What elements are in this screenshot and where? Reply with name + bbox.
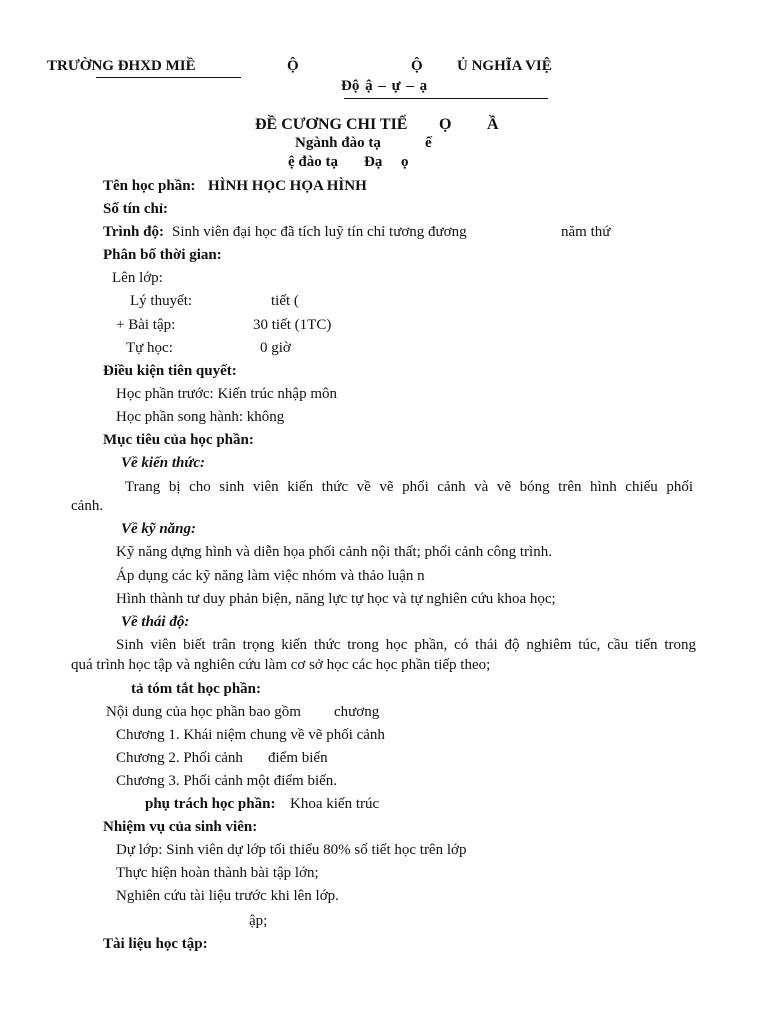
motto-underline xyxy=(344,98,548,99)
self-study-label: Tự học: xyxy=(126,340,173,356)
duty-1: Dự lớp: Sinh viên dự lớp tối thiểu 80% số tiết học trên lớp xyxy=(116,842,467,858)
doc-title-frag-a: Ọ xyxy=(439,116,452,133)
skill-1: Kỹ năng dựng hình và diễn họa phối cảnh nội thất; phối cảnh công trình. xyxy=(116,544,552,560)
training-major-frag: ế xyxy=(425,135,432,151)
school-name: TRƯỜNG ĐHXD MIỀ xyxy=(47,58,196,74)
materials-label: Tài liệu học tập: xyxy=(103,936,208,952)
exercise-label: + Bài tập: xyxy=(116,317,176,333)
doc-title: ĐỀ CƯƠNG CHI TIẾ xyxy=(255,116,408,133)
time-label: Phân bố thời gian: xyxy=(103,247,222,263)
header-motto: Độ ậ – ự – ạ xyxy=(341,78,428,94)
department-label: phụ trách học phần: xyxy=(145,796,276,812)
training-major: Ngành đào tạ xyxy=(295,135,381,151)
course-name-label: Tên học phần: xyxy=(103,178,196,194)
department-value: Khoa kiến trúc xyxy=(290,796,380,812)
training-system: ệ đào tạ xyxy=(288,154,338,170)
header-fragment-2: Ộ xyxy=(411,58,423,74)
attitude-line-1: Sinh viên biết trân trọng kiến thức trong học phần, có thái độ nghiêm túc, cầu tiến trong xyxy=(116,637,696,653)
summary-intro: Nội dung của học phần bao gồm xyxy=(106,704,301,720)
chapter-1: Chương 1. Khái niệm chung về vẽ phối cảnh xyxy=(116,727,385,743)
chapter-2: Chương 2. Phối cảnh xyxy=(116,750,243,766)
level-value: Sinh viên đại học đã tích luỹ tín chỉ tương đương xyxy=(172,224,467,240)
chapter-3: Chương 3. Phối cảnh một điểm biến. xyxy=(116,773,338,789)
course-name-value: HÌNH HỌC HỌA HÌNH xyxy=(208,178,367,194)
goals-label: Mục tiêu của học phần: xyxy=(103,432,254,448)
level-label: Trình độ: xyxy=(103,224,164,240)
duty-4: ập; xyxy=(249,913,268,929)
class-label: Lên lớp: xyxy=(112,270,163,286)
credits-label: Số tín chỉ: xyxy=(103,201,169,217)
prereq-parallel: Học phần song hành: không xyxy=(116,409,285,425)
training-system-frag-b: ọ xyxy=(401,154,409,170)
summary-label: tả tóm tắt học phần: xyxy=(131,681,261,697)
header-fragment-1: Ộ xyxy=(287,58,299,74)
skill-2: Áp dụng các kỹ năng làm việc nhóm và thảo luận n xyxy=(116,568,425,584)
summary-intro-frag: chương xyxy=(334,704,380,720)
header-fragment-3: Ủ NGHĨA VIỆ xyxy=(457,58,552,74)
duties-label: Nhiệm vụ của sinh viên: xyxy=(103,819,258,835)
chapter-2-frag: điểm biến xyxy=(268,750,328,766)
exercise-value: 30 tiết (1TC) xyxy=(253,317,332,333)
attitude-line-2: quá trình học tập và nghiên cứu làm cơ sở học các học phần tiếp theo; xyxy=(71,657,491,673)
school-underline xyxy=(96,77,241,78)
doc-title-frag-b: Ầ xyxy=(487,116,499,133)
attitude-label: Về thái độ: xyxy=(121,614,190,630)
knowledge-line-2: cảnh. xyxy=(71,498,104,514)
theory-label: Lý thuyết: xyxy=(130,293,193,309)
skill-3: Hình thành tư duy phản biện, năng lực tự học và tự nghiên cứu khoa học; xyxy=(116,591,556,607)
knowledge-line-1: Trang bị cho sinh viên kiến thức về vẽ phối cảnh và vẽ bóng trên hình chiếu phối xyxy=(125,479,693,495)
duty-3: Nghiên cứu tài liệu trước khi lên lớp. xyxy=(116,888,339,904)
knowledge-label: Về kiến thức: xyxy=(121,455,205,471)
prereq-label: Điều kiện tiên quyết: xyxy=(103,363,237,379)
skills-label: Về kỹ năng: xyxy=(121,521,196,537)
self-study-value: 0 giờ xyxy=(260,340,291,356)
prereq-before: Học phần trước: Kiến trúc nhập môn xyxy=(116,386,338,402)
duty-2: Thực hiện hoàn thành bài tập lớn; xyxy=(116,865,319,881)
level-year: năm thứ xyxy=(561,224,611,240)
training-system-frag-a: Đạ xyxy=(364,154,383,170)
theory-value: tiết ( xyxy=(271,293,299,309)
